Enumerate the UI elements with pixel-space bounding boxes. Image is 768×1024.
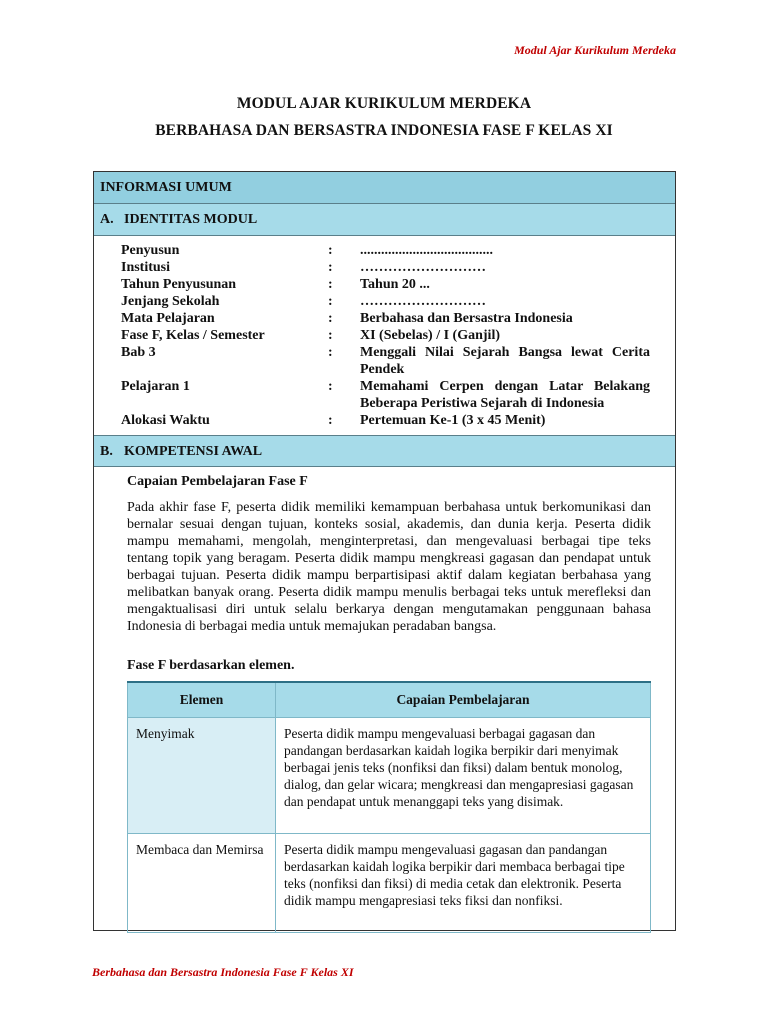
identity-value: Memahami Cerpen dengan Latar Belakang Beberapa Peristiwa Sejarah di Indonesia bbox=[360, 379, 650, 411]
page-footer-note: Berbahasa dan Bersastra Indonesia Fase F Kelas XI bbox=[92, 965, 354, 979]
identity-label: Tahun Penyusunan bbox=[121, 277, 237, 292]
capaian-paragraph: Pada akhir fase F, peserta didik memiliki kemampuan berbahasa untuk berkomunikasi dan bernalar sesuai dengan tujuan, konteks sosial, akademis, dan dunia kerja. Peserta didik mampu memahami, mengolah, menginterpretasi, dan mengevaluasi berbagai tipe teks tentang topik yang beragam. Peserta didik mampu mengkreasi gagasan dan pendapat untuk berbagai tujuan. Peserta didik mampu berpartisipasi aktif dalam kegiatan berbahasa yang melibatkan banyak orang. Peserta didik mampu menulis berbagai teks untuk merefleksi dan mengaktualisasi diri untuk selalu berkarya dengan mengutamakan penggunaan bahasa Indonesia di berbagai media untuk memajukan peradaban bangsa. bbox=[127, 500, 651, 634]
identity-label: Mata Pelajaran bbox=[121, 311, 215, 326]
identity-colon: : bbox=[328, 277, 333, 292]
identity-label: Penyusun bbox=[121, 243, 180, 258]
table-cell-capaian: Peserta didik mampu mengevaluasi berbagai gagasan dan pandangan berdasarkan kaidah logika berpikir dari menyimak berbagai jenis teks (nonfiksi dan fiksi) dalam bentuk monolog, dialog, dan gelar wicara; mengkreasi dan mengapresiasi gagasan dan pendapat untuk menanggapi teks yang disimak. bbox=[276, 718, 651, 834]
identity-value: ……………………… bbox=[360, 294, 486, 309]
identity-label: Alokasi Waktu bbox=[121, 413, 210, 428]
identity-value: Menggali Nilai Sejarah Bangsa lewat Cerita Pendek bbox=[360, 345, 650, 377]
identity-label: Institusi bbox=[121, 260, 171, 275]
capaian-subheading: Capaian Pembelajaran Fase F bbox=[127, 474, 308, 489]
table-cell-elemen: Membaca dan Memirsa bbox=[128, 834, 276, 933]
identity-label: Pelajaran 1 bbox=[121, 379, 190, 394]
identity-value: Tahun 20 ... bbox=[360, 277, 430, 292]
document-title: MODUL AJAR KURIKULUM MERDEKA bbox=[236, 95, 532, 112]
capaian-table bbox=[127, 681, 651, 933]
identity-value: Berbahasa dan Bersastra Indonesia bbox=[360, 311, 573, 326]
table-header-capaian: Capaian Pembelajaran bbox=[276, 682, 651, 718]
section-heading: KOMPETENSI AWAL bbox=[124, 444, 263, 459]
table-cell-elemen: Menyimak bbox=[128, 718, 276, 834]
section-letter: B. bbox=[100, 444, 113, 459]
elemen-subheading: Fase F berdasarkan elemen. bbox=[127, 658, 295, 673]
identity-value: XI (Sebelas) / I (Ganjil) bbox=[360, 328, 500, 343]
identity-colon: : bbox=[328, 413, 333, 428]
identity-colon: : bbox=[328, 260, 333, 275]
module-info-frame bbox=[93, 171, 676, 931]
identity-colon: : bbox=[328, 243, 333, 258]
section-heading: IDENTITAS MODUL bbox=[124, 212, 258, 227]
page-header-note: Modul Ajar Kurikulum Merdeka bbox=[514, 43, 676, 57]
table-header-elemen: Elemen bbox=[128, 682, 276, 718]
identity-value: ……………………… bbox=[360, 260, 486, 275]
identity-label: Fase F, Kelas / Semester bbox=[121, 328, 265, 343]
section-informasi-umum bbox=[94, 172, 675, 204]
identity-colon: : bbox=[328, 328, 333, 343]
section-informasi-umum-label: INFORMASI UMUM bbox=[100, 180, 232, 195]
identity-value: Pertemuan Ke-1 (3 x 45 Menit) bbox=[360, 413, 546, 428]
identity-colon: : bbox=[328, 294, 333, 309]
section-identitas-modul bbox=[94, 204, 675, 236]
identity-label: Bab 3 bbox=[121, 345, 156, 360]
identity-colon: : bbox=[328, 311, 333, 326]
identity-value: ...................................... bbox=[360, 243, 493, 258]
section-letter: A. bbox=[100, 212, 114, 227]
document-subtitle: BERBAHASA DAN BERSASTRA INDONESIA FASE F KELAS XI bbox=[155, 122, 613, 139]
identity-label: Jenjang Sekolah bbox=[121, 294, 220, 309]
table-row bbox=[128, 718, 651, 834]
section-kompetensi-awal bbox=[94, 435, 675, 467]
identity-colon: : bbox=[328, 345, 333, 360]
table-cell-capaian: Peserta didik mampu mengevaluasi gagasan dan pandangan berdasarkan kaidah logika berpikir dari membaca berbagai tipe teks (nonfiksi dan fiksi) di media cetak dan elektronik. Peserta didik mampu mengapresiasi teks fiksi dan nonfiksi. bbox=[276, 834, 651, 933]
table-row bbox=[128, 834, 651, 933]
identity-colon: : bbox=[328, 379, 333, 394]
